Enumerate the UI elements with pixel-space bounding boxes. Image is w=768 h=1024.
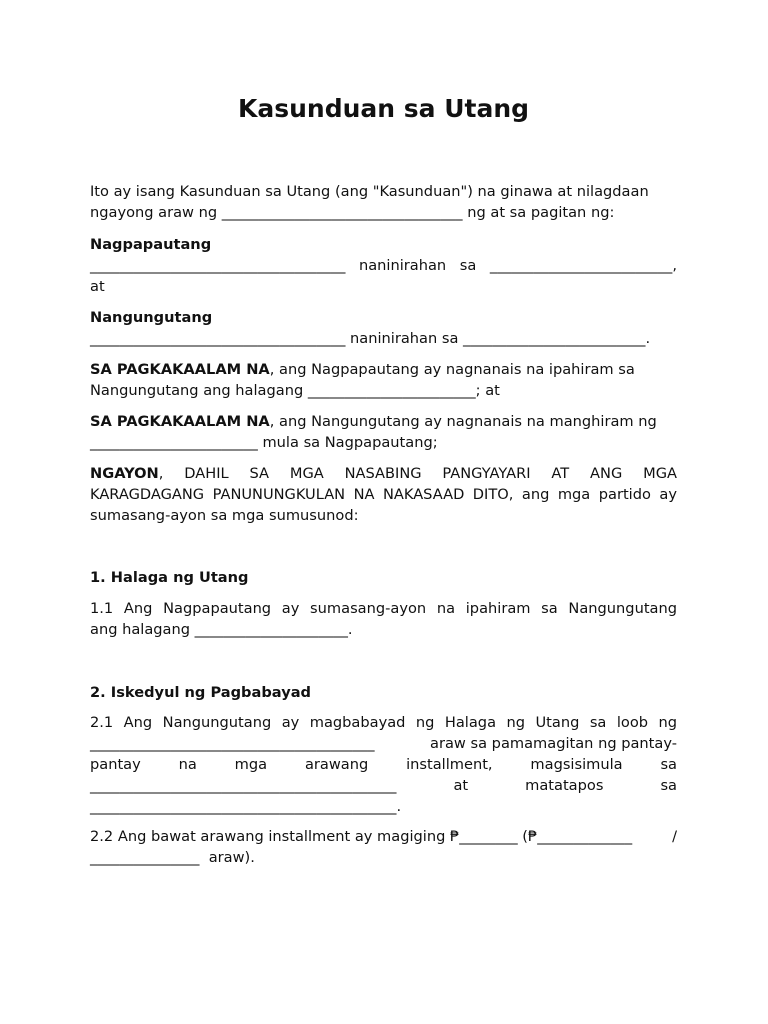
section-2-paragraph-1	[90, 712, 677, 817]
whereas-2-line-2: _______________________ mula sa Nagpapautang;	[90, 434, 438, 451]
whereas-1-bold: SA PAGKAKAALAM NA	[90, 361, 270, 378]
section-1-line-1: 1.1 Ang Nagpapautang ay sumasang-ayon na ipahiram sa Nangungutang	[90, 600, 677, 617]
whereas-1-text: , ang Nagpapautang ay nagnanais na ipahiram sa	[269, 361, 635, 378]
days-blank: _______________________________________	[90, 735, 375, 752]
start-date-blank: __________________________________________	[90, 777, 397, 794]
section-2-1-line-3	[90, 754, 677, 775]
now-line-2: KARAGDAGANG PANUNUNGKULAN NA NAKASAAD DITO, ang mga partido ay	[90, 486, 677, 503]
whereas-1-line-2: Nangungutang ang halagang _______________________; at	[90, 382, 500, 399]
section-2-2-line-2: _______________ araw).	[90, 849, 255, 866]
word: magsisimula	[530, 756, 623, 773]
word: na	[178, 756, 197, 773]
whereas-2-paragraph	[90, 411, 677, 453]
section-2-1-line-1: 2.1 Ang Nangungutang ay magbabayad ng Halaga ng Utang sa loob ng	[90, 714, 677, 731]
whereas-2-bold: SA PAGKAKAALAM NA	[90, 413, 270, 430]
lender-word-naninirahan: naninirahan	[358, 257, 447, 274]
whereas-1-line-1	[90, 359, 677, 380]
word: pantay	[90, 756, 141, 773]
section-2-2-slash: /	[672, 828, 677, 845]
lender-section	[90, 234, 677, 297]
word: sa	[660, 777, 677, 794]
section-2-paragraph-2	[90, 826, 677, 868]
borrower-section	[90, 307, 677, 349]
now-bold: NGAYON	[90, 465, 159, 482]
lender-line-1	[90, 255, 677, 276]
word: at	[453, 777, 469, 794]
now-text: , DAHIL SA MGA NASABING PANGYAYARI AT ANG MGA	[158, 465, 677, 482]
lender-name-blank: ___________________________________	[90, 257, 346, 274]
intro-line-2: ngayong araw ng _________________________________ ng at sa pagitan ng:	[90, 204, 615, 221]
word: sa	[660, 756, 677, 773]
section-1-paragraph	[90, 598, 677, 640]
word: mga	[234, 756, 268, 773]
section-1-heading: 1. Halaga ng Utang	[90, 569, 249, 586]
intro-paragraph	[90, 181, 677, 223]
section-2-heading: 2. Iskedyul ng Pagbabayad	[90, 684, 312, 701]
lender-word-sa: sa	[459, 257, 477, 274]
now-line-1	[90, 463, 677, 484]
whereas-2-line-1	[90, 411, 677, 432]
section-2-1-line-2	[90, 733, 677, 754]
section-2-1-line-2-text: araw sa pamamagitan ng pantay-	[430, 735, 677, 752]
now-paragraph	[90, 463, 677, 526]
section-2-2-text: 2.2 Ang bawat arawang installment ay magiging ₱________ (₱_____________	[90, 828, 633, 845]
intro-line-1: Ito ay isang Kasunduan sa Utang (ang "Kasunduan") na ginawa at nilagdaan	[90, 183, 649, 200]
word: installment,	[406, 756, 493, 773]
lender-line-2: at	[90, 278, 105, 295]
lender-address-blank: _________________________,	[489, 257, 677, 274]
section-2	[90, 682, 677, 703]
lender-heading: Nagpapautang	[90, 236, 212, 253]
document-title: Kasunduan sa Utang	[237, 94, 530, 123]
section-2-2-line-1	[90, 826, 677, 847]
now-line-3: sumasang-ayon sa mga sumusunod:	[90, 507, 359, 524]
section-1	[90, 567, 677, 588]
borrower-line-1: ___________________________________ naninirahan sa _________________________.	[90, 330, 651, 347]
word: matatapos	[525, 777, 604, 794]
whereas-1-paragraph	[90, 359, 677, 401]
word: arawang	[304, 756, 369, 773]
section-2-1-line-4	[90, 775, 677, 796]
section-1-line-2: ang halagang _____________________.	[90, 621, 353, 638]
borrower-heading: Nangungutang	[90, 309, 213, 326]
end-date-blank: __________________________________________.	[90, 798, 402, 815]
whereas-2-text: , ang Nangungutang ay nagnanais na manghiram ng	[269, 413, 657, 430]
